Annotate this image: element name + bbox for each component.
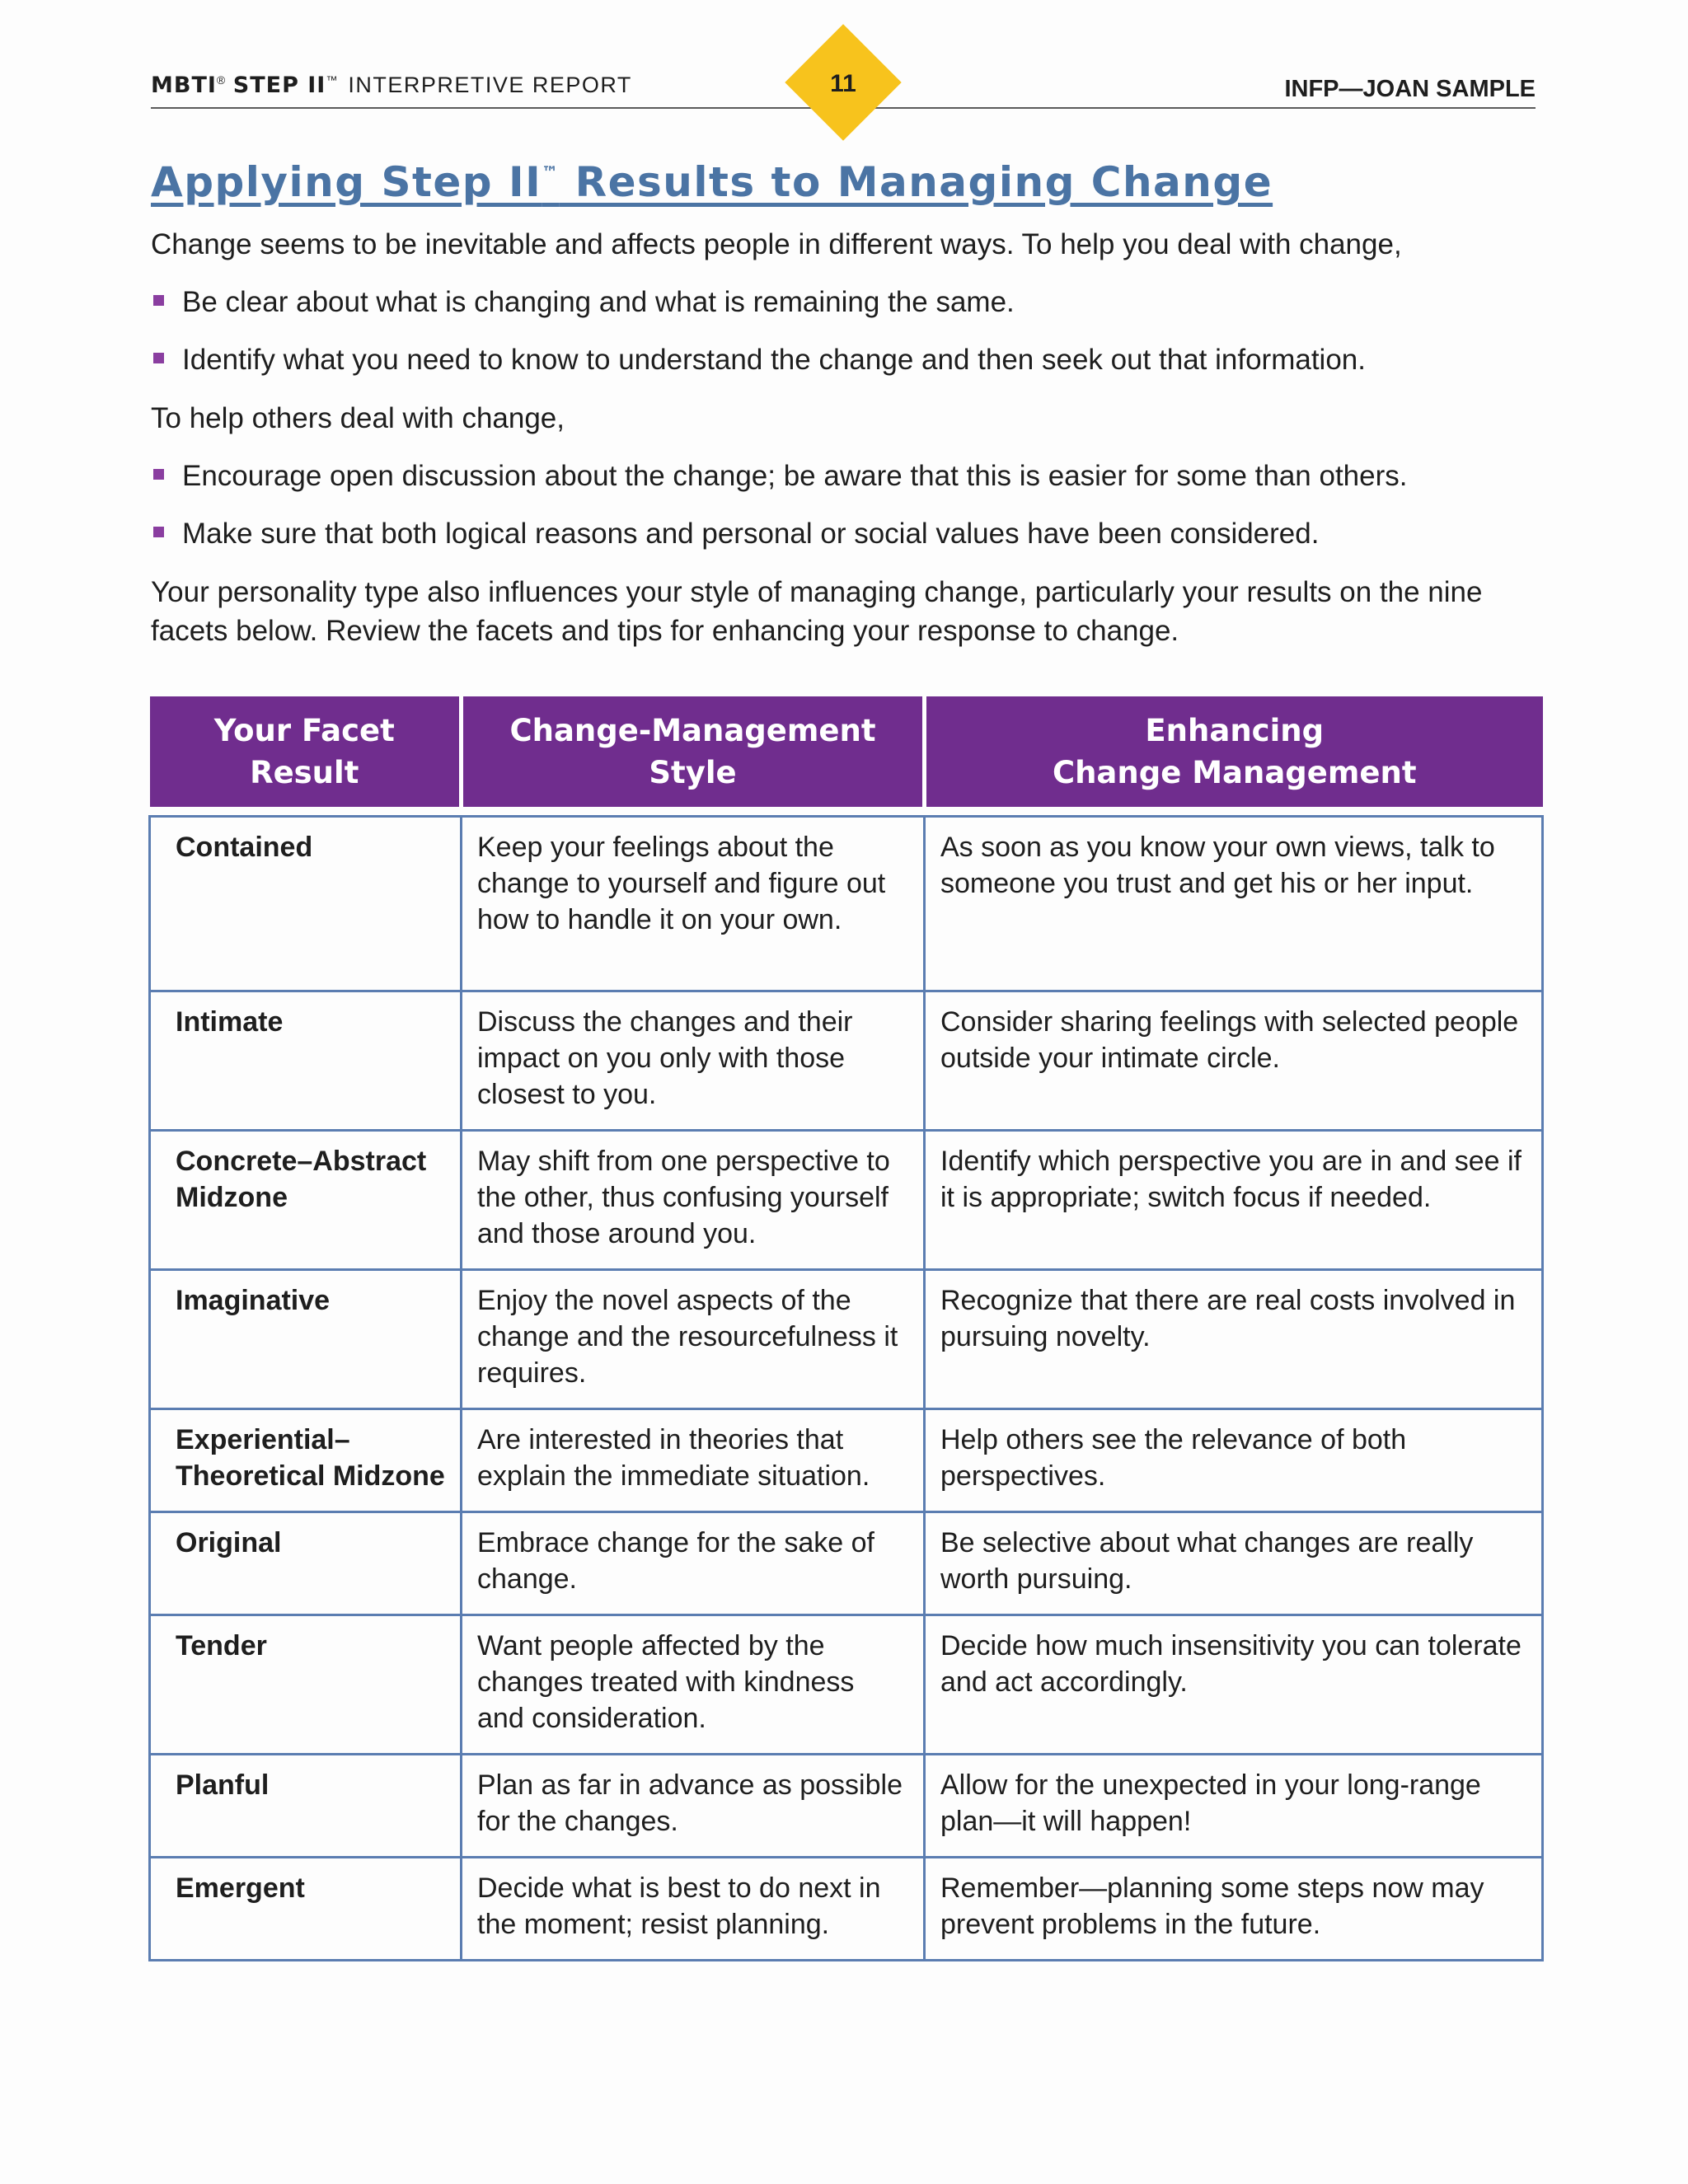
title-suffix: Results to Managing Change [559, 158, 1273, 206]
enhance-cell: Be selective about what changes are really worth pursuing. [925, 1512, 1543, 1615]
enhance-cell: Decide how much insensitivity you can tolerate and act accordingly. [925, 1615, 1543, 1755]
facet-cell: Original [150, 1512, 462, 1615]
style-cell: Enjoy the novel aspects of the change and the resourcefulness it requires. [462, 1270, 925, 1409]
facet-table [148, 696, 1544, 1961]
column-header-facet: Your Facet Result [150, 696, 462, 807]
table-header-row [150, 696, 1543, 807]
enhance-cell: As soon as you know your own views, talk to someone you trust and get his or her input. [925, 817, 1543, 991]
facet-cell: Experiential– Theoretical Midzone [150, 1409, 462, 1512]
report-type: INTERPRETIVE REPORT [348, 73, 632, 97]
facet-cell: Contained [150, 817, 462, 991]
style-cell: Are interested in theories that explain the immediate situation. [462, 1409, 925, 1512]
table-row [150, 1615, 1543, 1755]
enhance-cell: Remember—planning some steps now may prevent problems in the future. [925, 1858, 1543, 1961]
table-row [150, 1512, 1543, 1615]
self-bullet-2 [153, 340, 1366, 379]
others-intro-text: To help others deal with change, [151, 402, 565, 434]
style-cell: Want people affected by the changes treated with kindness and consideration. [462, 1615, 925, 1755]
style-cell: Decide what is best to do next in the moment; resist planning. [462, 1858, 925, 1961]
bullet-text: Make sure that both logical reasons and personal or social values have been considered. [182, 518, 1320, 550]
bullet-square-icon [153, 527, 164, 537]
facet-cell: Planful [150, 1755, 462, 1858]
page-number: 11 [830, 70, 856, 97]
enhance-cell: Consider sharing feelings with selected people outside your intimate circle. [925, 991, 1543, 1131]
closing-line-1: Your personality type also influences your style of managing change, particularly your results on the nine [151, 576, 1483, 608]
table-row [150, 1131, 1543, 1270]
intro-text: Change seems to be inevitable and affects people in different ways. To help you deal with change, [151, 228, 1402, 260]
table-row [150, 991, 1543, 1131]
table-row [150, 1409, 1543, 1512]
page-title [151, 158, 1273, 206]
enhance-cell: Help others see the relevance of both perspectives. [925, 1409, 1543, 1512]
table-row [150, 1755, 1543, 1858]
style-cell: Discuss the changes and their impact on you only with those closest to you. [462, 991, 925, 1131]
others-bullet-1 [153, 457, 1407, 495]
facet-cell: Intimate [150, 991, 462, 1131]
style-cell: Plan as far in advance as possible for the changes. [462, 1755, 925, 1858]
brand-name: MBTI [151, 73, 217, 98]
facet-cell: Emergent [150, 1858, 462, 1961]
table-row [150, 817, 1543, 991]
enhance-cell: Allow for the unexpected in your long-range plan—it will happen! [925, 1755, 1543, 1858]
style-cell: May shift from one perspective to the other, thus confusing yourself and those around you. [462, 1131, 925, 1270]
column-header-style: Change-Management Style [462, 696, 925, 807]
table-row [150, 1270, 1543, 1409]
bullet-text: Identify what you need to know to understand the change and then seek out that information. [182, 344, 1366, 376]
brand-step: STEP II [232, 73, 326, 98]
style-cell: Keep your feelings about the change to yourself and figure out how to handle it on your own. [462, 817, 925, 991]
report-brand: MBTI® STEP II™ INTERPRETIVE REPORT [151, 73, 632, 98]
bullet-square-icon [153, 295, 164, 306]
facet-cell: Imaginative [150, 1270, 462, 1409]
closing-line-2: facets below. Review the facets and tips for enhancing your response to change. [151, 615, 1179, 647]
facet-cell: Tender [150, 1615, 462, 1755]
trademark-mark: ™ [542, 162, 560, 182]
bullet-text: Be clear about what is changing and what is remaining the same. [182, 286, 1015, 318]
bullet-text: Encourage open discussion about the change; be aware that this is easier for some than others. [182, 460, 1408, 492]
bullet-square-icon [153, 353, 164, 363]
self-bullet-1 [153, 283, 1015, 321]
column-header-enhance: Enhancing Change Management [925, 696, 1543, 807]
facet-cell: Concrete–Abstract Midzone [150, 1131, 462, 1270]
report-subject: INFP—JOAN SAMPLE [1284, 76, 1536, 102]
closing-text [151, 573, 1552, 650]
title-prefix: Applying Step II [151, 158, 542, 206]
style-cell: Embrace change for the sake of change. [462, 1512, 925, 1615]
enhance-cell: Identify which perspective you are in and see if it is appropriate; switch focus if needed. [925, 1131, 1543, 1270]
enhance-cell: Recognize that there are real costs involved in pursuing novelty. [925, 1270, 1543, 1409]
table-row [150, 1858, 1543, 1961]
bullet-square-icon [153, 469, 164, 480]
others-bullet-2 [153, 514, 1319, 553]
